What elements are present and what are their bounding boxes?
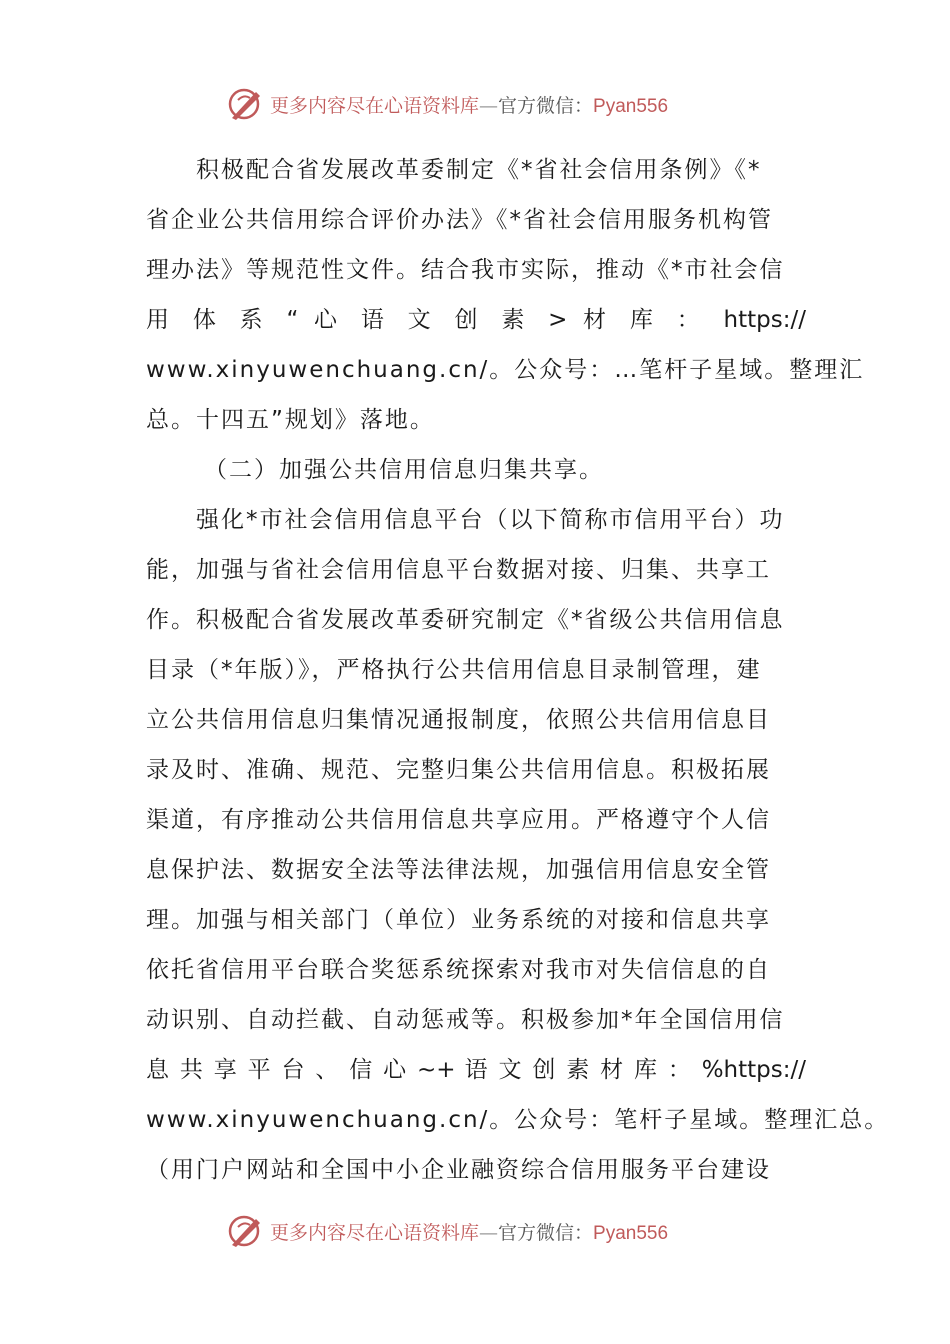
text-line: （二）加强公共信用信息归集共享。: [204, 457, 604, 483]
watermark-footer: [226, 1211, 746, 1251]
text-line: 目录（*年版）》，严格执行公共信用信息目录制管理，建: [146, 657, 762, 683]
text-line: 息 共 享 平 台 、 信 心 ~+ 语 文 创 素 材 库 ： %https://: [146, 1057, 806, 1083]
document-body: [146, 145, 890, 1195]
text-line: 省企业公共信用综合评价办法》《*省社会信用服务机构管: [146, 207, 773, 233]
text-line: 作。积极配合省发展改革委研究制定《*省级公共信用信息: [146, 607, 785, 633]
text-line: 积极配合省发展改革委制定《*省社会信用条例》《*: [196, 157, 762, 183]
section-heading: [146, 445, 806, 495]
text-line: www.xinyuwenchuang.cn/。公众号：笔杆子星域。整理汇总。: [146, 1107, 890, 1133]
text-line: 总。十四五”规划》落地。: [146, 407, 435, 433]
text-line: 理。加强与相关部门（单位）业务系统的对接和信息共享: [146, 907, 771, 933]
text-line: 录及时、准确、规范、完整归集公共信用信息。积极拓展: [146, 757, 771, 783]
text-line: （用门户网站和全国中小企业融资综合信用服务平台建设: [146, 1157, 771, 1183]
text-line: 理办法》等规范性文件。结合我市实际，推动《*市社会信: [146, 257, 785, 283]
text-line: 依托省信用平台联合奖惩系统探索对我市对失信信息的自: [146, 957, 771, 983]
text-line: 渠道，有序推动公共信用信息共享应用。严格遵守个人信: [146, 807, 771, 833]
text-line: 立公共信用信息归集情况通报制度，依照公共信用信息目: [146, 707, 771, 733]
text-line: 能，加强与省社会信用信息平台数据对接、归集、共享工: [146, 557, 771, 583]
text-line: 息保护法、数据安全法等法律法规，加强信用信息安全管: [146, 857, 771, 883]
watermark-header: [226, 84, 746, 124]
pen-logo-icon: [226, 84, 266, 124]
text-line: www.xinyuwenchuang.cn/。公众号：…笔杆子星域。整理汇: [146, 357, 865, 383]
watermark-text: 更多内容尽在心语资料库—官方微信：Pyan556: [270, 1221, 669, 1244]
watermark-text: 更多内容尽在心语资料库—官方微信：Pyan556: [270, 94, 669, 117]
pen-logo-icon: [226, 1211, 266, 1251]
text-line: 强化*市社会信用信息平台（以下简称市信用平台）功: [196, 507, 785, 533]
paragraph: [146, 495, 890, 1195]
text-line: 动识别、自动拦截、自动惩戒等。积极参加*年全国信用信: [146, 1007, 785, 1033]
paragraph: [146, 145, 865, 445]
text-line: 用 体 系 “ 心 语 文 创 素 > 材 库 ： https://: [146, 307, 806, 333]
